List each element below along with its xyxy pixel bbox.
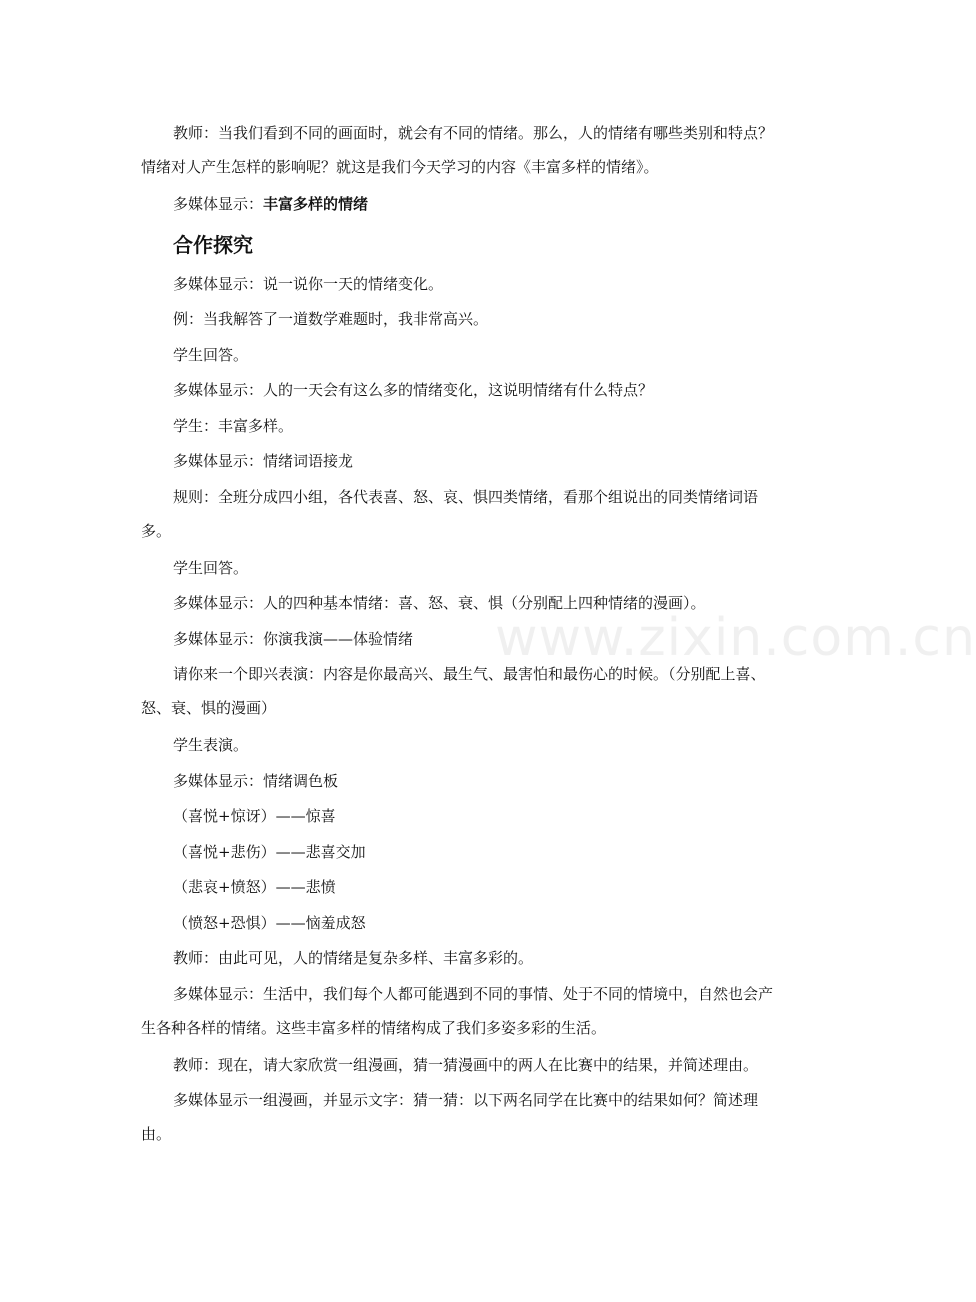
paragraph-multimedia-basic-emotions: 多媒体显示：人的四种基本情绪：喜、怒、衰、惧（分别配上四种情绪的漫画）。 — [173, 594, 706, 612]
palette-item-shame: （愤怒+恐惧）——恼羞成怒 — [173, 913, 366, 932]
paragraph-student-answer-1: 学生回答。 — [173, 345, 249, 364]
paragraph-multimedia-palette: 多媒体显示：情绪调色板 — [173, 771, 339, 790]
paragraph-multimedia-act: 多媒体显示：你演我演——体验情绪 — [173, 629, 414, 648]
watermark: www.zixin.com.cn — [495, 608, 976, 668]
section-heading: 合作探究 — [173, 232, 253, 257]
multimedia-label: 多媒体显示： — [173, 195, 264, 213]
palette-item-grief: （悲哀+愤怒）——悲愤 — [173, 878, 336, 896]
paragraph-student-rich: 学生：丰富多样。 — [173, 416, 294, 435]
paragraph-student-answer-2: 学生回答。 — [173, 558, 249, 577]
palette-item-surprise: （喜悦+惊讶）——惊喜 — [173, 807, 336, 825]
paragraph-multimedia-feature: 多媒体显示：人的一天会有这么多的情绪变化，这说明情绪有什么特点？ — [173, 381, 654, 399]
paragraph-rules: 规则：全班分成四小组，各代表喜、怒、哀、惧四类情绪，看那个组说出的同类情绪词语多。 — [141, 487, 759, 540]
paragraph-multimedia-guess: 多媒体显示一组漫画，并显示文字：猜一猜：以下两名同学在比赛中的结果如何？简述理由。 — [141, 1091, 759, 1143]
paragraph-teacher-comics: 教师：现在，请大家欣赏一组漫画，猜一猜漫画中的两人在比赛中的结果，并简述理由。 — [173, 1055, 759, 1074]
palette-item-mixed: （喜悦+悲伤）——悲喜交加 — [173, 842, 366, 861]
paragraph-multimedia-life: 多媒体显示：生活中，我们每个人都可能遇到不同的事情、处于不同的情境中，自然也会产生各种各样的情绪。这些丰富多样的情绪构成了我们多姿多彩的生活。 — [141, 984, 774, 1037]
paragraph-multimedia-title — [141, 187, 783, 223]
paragraph-teacher-intro: 教师：当我们看到不同的画面时，就会有不同的情绪。那么，人的情绪有哪些类别和特点？情绪对人产生怎样的影响呢？就这是我们今天学习的内容《丰富多样的情绪》。 — [141, 124, 774, 176]
paragraph-multimedia-relay: 多媒体显示：情绪词语接龙 — [173, 452, 354, 470]
paragraph-example: 例：当我解答了一道数学难题时，我非常高兴。 — [173, 310, 489, 328]
paragraph-teacher-conclusion: 教师：由此可见，人的情绪是复杂多样、丰富多彩的。 — [173, 949, 534, 967]
document-body — [141, 116, 783, 1154]
paragraph-improv: 请你来一个即兴表演：内容是你最高兴、最生气、最害怕和最伤心的时候。（分别配上喜、怒、衰、惧的漫画） — [141, 665, 766, 717]
lesson-title: 丰富多样的情绪 — [263, 195, 369, 213]
paragraph-student-perform: 学生表演。 — [173, 736, 249, 754]
paragraph-multimedia-day: 多媒体显示：说一说你一天的情绪变化。 — [173, 274, 444, 293]
